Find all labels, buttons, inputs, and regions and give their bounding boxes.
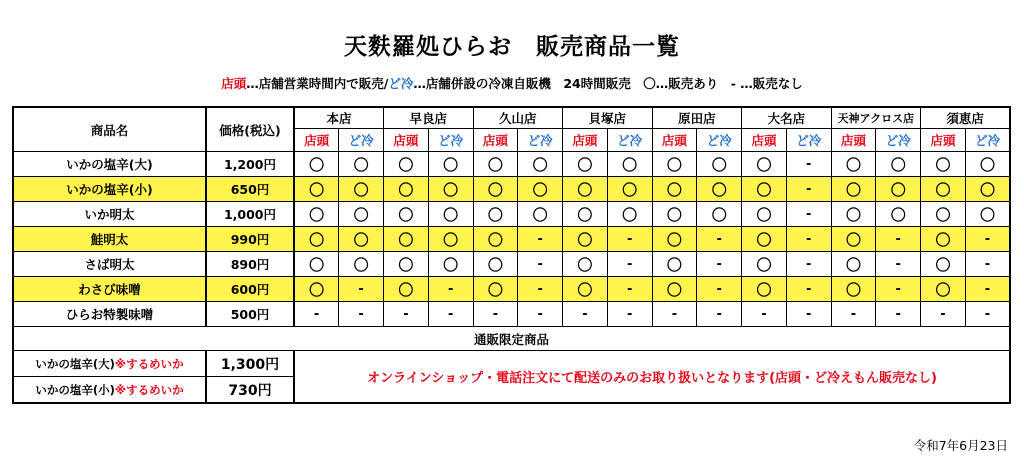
available-mark: 〇	[921, 277, 966, 302]
no-sale-mark: -	[786, 227, 831, 252]
page-title: 天麩羅処ひらお 販売商品一覧	[344, 34, 680, 60]
header-tento: 店頭	[473, 129, 518, 152]
available-mark: 〇	[563, 252, 608, 277]
product-name: いかの塩辛(小)	[13, 177, 206, 202]
header-store: 大名店	[742, 107, 832, 129]
available-mark: 〇	[697, 177, 742, 202]
available-mark: 〇	[652, 202, 697, 227]
mail-order-row	[13, 351, 1010, 377]
available-mark: 〇	[518, 152, 563, 177]
no-sale-mark: -	[607, 277, 652, 302]
header-store: 久山店	[473, 107, 563, 129]
available-mark: 〇	[831, 202, 876, 227]
header-store: 貝塚店	[563, 107, 653, 129]
no-sale-mark: -	[786, 277, 831, 302]
product-name: いか明太	[13, 202, 206, 227]
available-mark: 〇	[428, 252, 473, 277]
available-mark: 〇	[473, 252, 518, 277]
available-mark: 〇	[294, 202, 339, 227]
header-doreii: ど冷	[607, 129, 652, 152]
date-label: 令和7年6月23日	[913, 438, 1008, 453]
available-mark: 〇	[339, 202, 384, 227]
available-mark: 〇	[563, 202, 608, 227]
no-sale-mark: -	[965, 227, 1010, 252]
product-table	[12, 106, 1011, 404]
available-mark: 〇	[473, 277, 518, 302]
available-mark: 〇	[652, 277, 697, 302]
available-mark: 〇	[831, 177, 876, 202]
available-mark: 〇	[831, 277, 876, 302]
available-mark: 〇	[607, 202, 652, 227]
legend	[0, 76, 1024, 92]
header-tento: 店頭	[563, 129, 608, 152]
available-mark: 〇	[697, 202, 742, 227]
legend-doreii-label: ど冷	[388, 76, 414, 91]
available-mark: 〇	[831, 152, 876, 177]
no-sale-mark: -	[607, 227, 652, 252]
available-mark: 〇	[652, 227, 697, 252]
available-mark: 〇	[428, 177, 473, 202]
product-name: 鮭明太	[13, 227, 206, 252]
header-tento: 店頭	[384, 129, 429, 152]
no-sale-mark: -	[742, 302, 787, 327]
no-sale-mark: -	[294, 302, 339, 327]
available-mark: 〇	[652, 252, 697, 277]
available-mark: 〇	[428, 227, 473, 252]
available-mark: 〇	[339, 227, 384, 252]
no-sale-mark: -	[786, 177, 831, 202]
available-mark: 〇	[384, 177, 429, 202]
no-sale-mark: -	[921, 302, 966, 327]
header-doreii: ど冷	[876, 129, 921, 152]
available-mark: 〇	[473, 177, 518, 202]
no-sale-mark: -	[786, 302, 831, 327]
available-mark: 〇	[294, 177, 339, 202]
mail-order-name	[13, 351, 206, 377]
header-doreii: ど冷	[339, 129, 384, 152]
no-sale-mark: -	[563, 302, 608, 327]
available-mark: 〇	[384, 252, 429, 277]
header-doreii: ど冷	[518, 129, 563, 152]
available-mark: 〇	[652, 152, 697, 177]
available-mark: 〇	[742, 177, 787, 202]
product-price: 890円	[206, 252, 294, 277]
no-sale-mark: -	[786, 202, 831, 227]
mail-order-item-name: いかの塩辛(大)	[35, 356, 115, 371]
available-mark: 〇	[518, 202, 563, 227]
no-sale-mark: -	[339, 302, 384, 327]
available-mark: 〇	[518, 177, 563, 202]
header-store: 本店	[294, 107, 384, 129]
available-mark: 〇	[294, 227, 339, 252]
product-price: 600円	[206, 277, 294, 302]
header-tento: 店頭	[742, 129, 787, 152]
header-tento: 店頭	[921, 129, 966, 152]
product-price: 650円	[206, 177, 294, 202]
available-mark: 〇	[921, 252, 966, 277]
no-sale-mark: -	[697, 277, 742, 302]
available-mark: 〇	[742, 277, 787, 302]
available-mark: 〇	[384, 277, 429, 302]
no-sale-mark: -	[428, 302, 473, 327]
mail-order-item-note: ※するめいか	[114, 382, 184, 397]
legend-tento-label: 店頭	[221, 76, 247, 91]
no-sale-mark: -	[876, 227, 921, 252]
no-sale-mark: -	[965, 252, 1010, 277]
available-mark: 〇	[428, 202, 473, 227]
header-store: 原田店	[652, 107, 742, 129]
no-sale-mark: -	[786, 252, 831, 277]
no-sale-mark: -	[965, 277, 1010, 302]
available-mark: 〇	[876, 202, 921, 227]
product-price: 500円	[206, 302, 294, 327]
header-doreii: ど冷	[697, 129, 742, 152]
no-sale-mark: -	[697, 302, 742, 327]
no-sale-mark: -	[339, 277, 384, 302]
header-store: 早良店	[384, 107, 474, 129]
available-mark: 〇	[294, 252, 339, 277]
available-mark: 〇	[563, 177, 608, 202]
available-mark: 〇	[294, 277, 339, 302]
no-sale-mark: -	[652, 302, 697, 327]
available-mark: 〇	[876, 152, 921, 177]
table-row	[13, 302, 1010, 327]
available-mark: 〇	[831, 227, 876, 252]
no-sale-mark: -	[518, 252, 563, 277]
table-row	[13, 177, 1010, 202]
available-mark: 〇	[563, 277, 608, 302]
no-sale-mark: -	[876, 252, 921, 277]
header-tento: 店頭	[831, 129, 876, 152]
header-store: 須恵店	[921, 107, 1011, 129]
no-sale-mark: -	[697, 227, 742, 252]
no-sale-mark: -	[428, 277, 473, 302]
no-sale-mark: -	[786, 152, 831, 177]
no-sale-mark: -	[607, 252, 652, 277]
product-name: わさび味噌	[13, 277, 206, 302]
header-doreii: ど冷	[965, 129, 1010, 152]
table-row	[13, 227, 1010, 252]
header-doreii: ど冷	[428, 129, 473, 152]
available-mark: 〇	[339, 177, 384, 202]
no-sale-mark: -	[876, 302, 921, 327]
mail-order-item-name: いかの塩辛(小)	[35, 382, 115, 397]
table-row	[13, 152, 1010, 177]
product-name: いかの塩辛(大)	[13, 152, 206, 177]
available-mark: 〇	[384, 152, 429, 177]
no-sale-mark: -	[965, 302, 1010, 327]
available-mark: 〇	[339, 152, 384, 177]
available-mark: 〇	[473, 227, 518, 252]
no-sale-mark: -	[831, 302, 876, 327]
available-mark: 〇	[965, 152, 1010, 177]
no-sale-mark: -	[876, 277, 921, 302]
product-price: 990円	[206, 227, 294, 252]
available-mark: 〇	[921, 177, 966, 202]
no-sale-mark: -	[518, 302, 563, 327]
available-mark: 〇	[742, 152, 787, 177]
available-mark: 〇	[921, 152, 966, 177]
header-store: 天神アクロス店	[831, 107, 921, 129]
available-mark: 〇	[876, 177, 921, 202]
available-mark: 〇	[294, 152, 339, 177]
header-doreii: ど冷	[786, 129, 831, 152]
product-price: 1,000円	[206, 202, 294, 227]
available-mark: 〇	[965, 202, 1010, 227]
no-sale-mark: -	[697, 252, 742, 277]
available-mark: 〇	[965, 177, 1010, 202]
available-mark: 〇	[607, 177, 652, 202]
header-tento: 店頭	[294, 129, 339, 152]
table-row	[13, 202, 1010, 227]
available-mark: 〇	[563, 152, 608, 177]
product-price: 1,200円	[206, 152, 294, 177]
no-sale-mark: -	[473, 302, 518, 327]
table-row	[13, 252, 1010, 277]
available-mark: 〇	[339, 252, 384, 277]
available-mark: 〇	[384, 202, 429, 227]
table-row	[13, 277, 1010, 302]
mail-order-item-note: ※するめいか	[114, 356, 184, 371]
available-mark: 〇	[652, 177, 697, 202]
mail-order-heading: 通販限定商品	[13, 327, 1010, 351]
available-mark: 〇	[473, 152, 518, 177]
mail-order-name	[13, 377, 206, 404]
available-mark: 〇	[607, 152, 652, 177]
available-mark: 〇	[697, 152, 742, 177]
no-sale-mark: -	[607, 302, 652, 327]
available-mark: 〇	[428, 152, 473, 177]
available-mark: 〇	[742, 252, 787, 277]
available-mark: 〇	[742, 202, 787, 227]
product-name: ひらお特製味噌	[13, 302, 206, 327]
available-mark: 〇	[563, 227, 608, 252]
available-mark: 〇	[921, 202, 966, 227]
available-mark: 〇	[921, 227, 966, 252]
no-sale-mark: -	[518, 277, 563, 302]
no-sale-mark: -	[384, 302, 429, 327]
header-product-name: 商品名	[13, 107, 206, 152]
header-price: 価格(税込)	[206, 107, 294, 152]
mail-order-notice: オンラインショップ・電話注文にて配送のみのお取り扱いとなります(店頭・ど冷えもん販売なし)	[294, 351, 1010, 404]
no-sale-mark: -	[518, 227, 563, 252]
legend-doreii-desc: …店舗併設の冷凍自販機 24時間販売 〇…販売あり - …販売なし	[413, 76, 803, 91]
mail-order-price: 1,300円	[206, 351, 294, 377]
available-mark: 〇	[473, 202, 518, 227]
product-name: さば明太	[13, 252, 206, 277]
mail-order-price: 730円	[206, 377, 294, 404]
legend-tento-desc: …店舗営業時間内で販売/	[246, 76, 389, 91]
available-mark: 〇	[384, 227, 429, 252]
header-tento: 店頭	[652, 129, 697, 152]
available-mark: 〇	[742, 227, 787, 252]
available-mark: 〇	[831, 252, 876, 277]
